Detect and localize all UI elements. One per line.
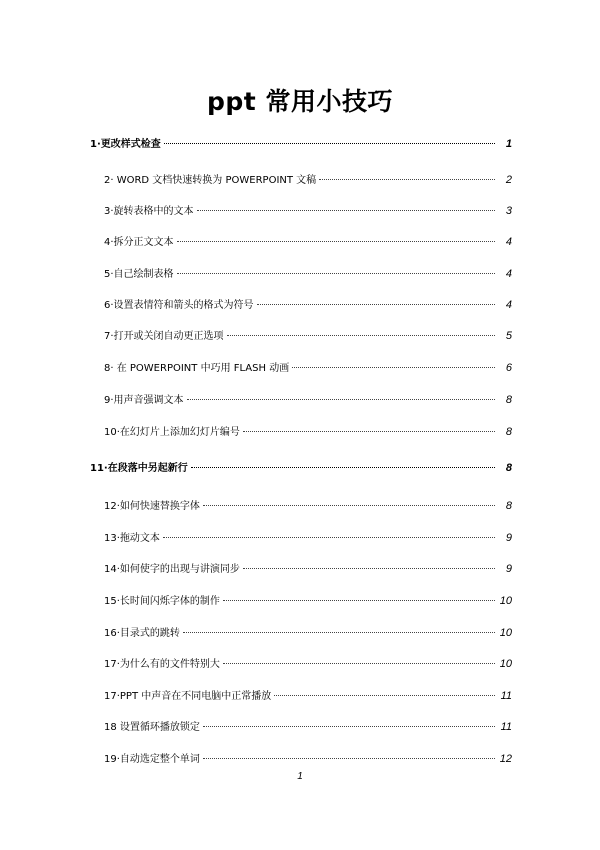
toc-entry-page: 4 [505, 236, 512, 248]
toc-entry-label: 16·目录式的跳转 [104, 628, 180, 639]
toc-entry[interactable] [104, 751, 512, 767]
toc-entry-page: 2 [505, 174, 512, 186]
toc-entry[interactable] [90, 136, 512, 152]
toc-leader-dots [203, 758, 495, 759]
toc-leader-dots [319, 179, 495, 180]
toc-entry-label: 3·旋转表格中的文本 [104, 206, 194, 217]
toc-entry[interactable] [104, 498, 512, 514]
toc-entry-label: 2· WORD 文档快速转换为 POWERPOINT 文稿 [104, 175, 317, 186]
toc-leader-dots [177, 273, 495, 274]
toc-entry-label: 1·更改样式检查 [90, 139, 161, 150]
toc-entry-page: 9 [505, 563, 512, 575]
toc-entry[interactable] [104, 688, 512, 704]
toc-leader-dots [257, 304, 495, 305]
toc-entry-page: 3 [505, 205, 512, 217]
toc-entry-page: 8 [505, 394, 512, 406]
toc-leader-dots [223, 600, 495, 601]
toc-entry-page: 12 [499, 753, 512, 765]
toc-leader-dots [223, 663, 495, 664]
toc-entry-page: 6 [505, 362, 512, 374]
toc-leader-dots [197, 210, 495, 211]
toc-entry-page: 10 [499, 595, 512, 607]
toc-entry[interactable] [104, 530, 512, 546]
toc-leader-dots [274, 695, 495, 696]
toc-entry[interactable] [104, 203, 512, 219]
toc-entry-page: 8 [505, 500, 512, 512]
toc-entry[interactable] [104, 656, 512, 672]
toc-leader-dots [292, 367, 495, 368]
toc-entry[interactable] [104, 360, 512, 376]
toc-entry-label: 19·自动选定整个单词 [104, 754, 200, 765]
toc-entry-label: 17·PPT 中声音在不同电脑中正常播放 [104, 691, 272, 702]
toc-entry-label: 9·用声音强调文本 [104, 395, 184, 406]
toc-entry[interactable] [104, 719, 512, 735]
toc-entry-page: 11 [500, 690, 512, 702]
toc-entry-label: 6·设置表情符和箭头的格式为符号 [104, 300, 254, 311]
toc-leader-dots [203, 726, 495, 727]
toc-leader-dots [191, 467, 495, 468]
toc-leader-dots [243, 431, 495, 432]
toc-entry[interactable] [104, 561, 512, 577]
toc-entry[interactable] [104, 266, 512, 282]
toc-leader-dots [243, 568, 495, 569]
toc-leader-dots [177, 241, 495, 242]
toc-leader-dots [163, 537, 495, 538]
toc-entry[interactable] [90, 460, 512, 476]
toc-entry-label: 13·拖动文本 [104, 533, 160, 544]
toc-entry[interactable] [104, 392, 512, 408]
toc-entry-page: 4 [505, 299, 512, 311]
document-title: ppt 常用小技巧 [207, 87, 393, 116]
toc-entry-page: 10 [499, 627, 512, 639]
toc-leader-dots [183, 632, 495, 633]
toc-entry[interactable] [104, 172, 512, 188]
toc-leader-dots [164, 143, 495, 144]
toc-entry-page: 1 [505, 138, 512, 150]
toc-entry-page: 8 [505, 426, 512, 438]
toc-leader-dots [187, 399, 495, 400]
toc-entry-label: 11·在段落中另起新行 [90, 463, 188, 474]
toc-entry-label: 12·如何快速替换字体 [104, 501, 200, 512]
toc-entry[interactable] [104, 234, 512, 250]
toc-entry[interactable] [104, 297, 512, 313]
toc-entry-page: 9 [505, 532, 512, 544]
toc-entry-label: 14·如何使字的出现与讲演同步 [104, 564, 240, 575]
toc-entry[interactable] [104, 328, 512, 344]
toc-entry[interactable] [104, 593, 512, 609]
toc-leader-dots [203, 505, 495, 506]
toc-entry-page: 10 [499, 658, 512, 670]
toc-entry-label: 17·为什么有的文件特别大 [104, 659, 220, 670]
toc-entry-page: 8 [505, 462, 512, 474]
toc-entry-page: 11 [500, 721, 512, 733]
footer-page-number: 1 [297, 771, 303, 782]
toc-entry-label: 8· 在 POWERPOINT 中巧用 FLASH 动画 [104, 363, 290, 374]
toc-entry-page: 4 [505, 268, 512, 280]
toc-entry-label: 7·打开或关闭自动更正选项 [104, 331, 224, 342]
toc-entry-label: 18 设置循环播放锁定 [104, 722, 200, 733]
toc-entry[interactable] [104, 625, 512, 641]
toc-entry-label: 15·长时间闪烁字体的制作 [104, 596, 220, 607]
toc-entry[interactable] [104, 424, 512, 440]
toc-leader-dots [227, 335, 495, 336]
toc-entry-label: 10·在幻灯片上添加幻灯片编号 [104, 427, 240, 438]
toc-entry-label: 4·拆分正文文本 [104, 237, 174, 248]
toc-entry-label: 5·自己绘制表格 [104, 269, 174, 280]
toc-entry-page: 5 [505, 330, 512, 342]
